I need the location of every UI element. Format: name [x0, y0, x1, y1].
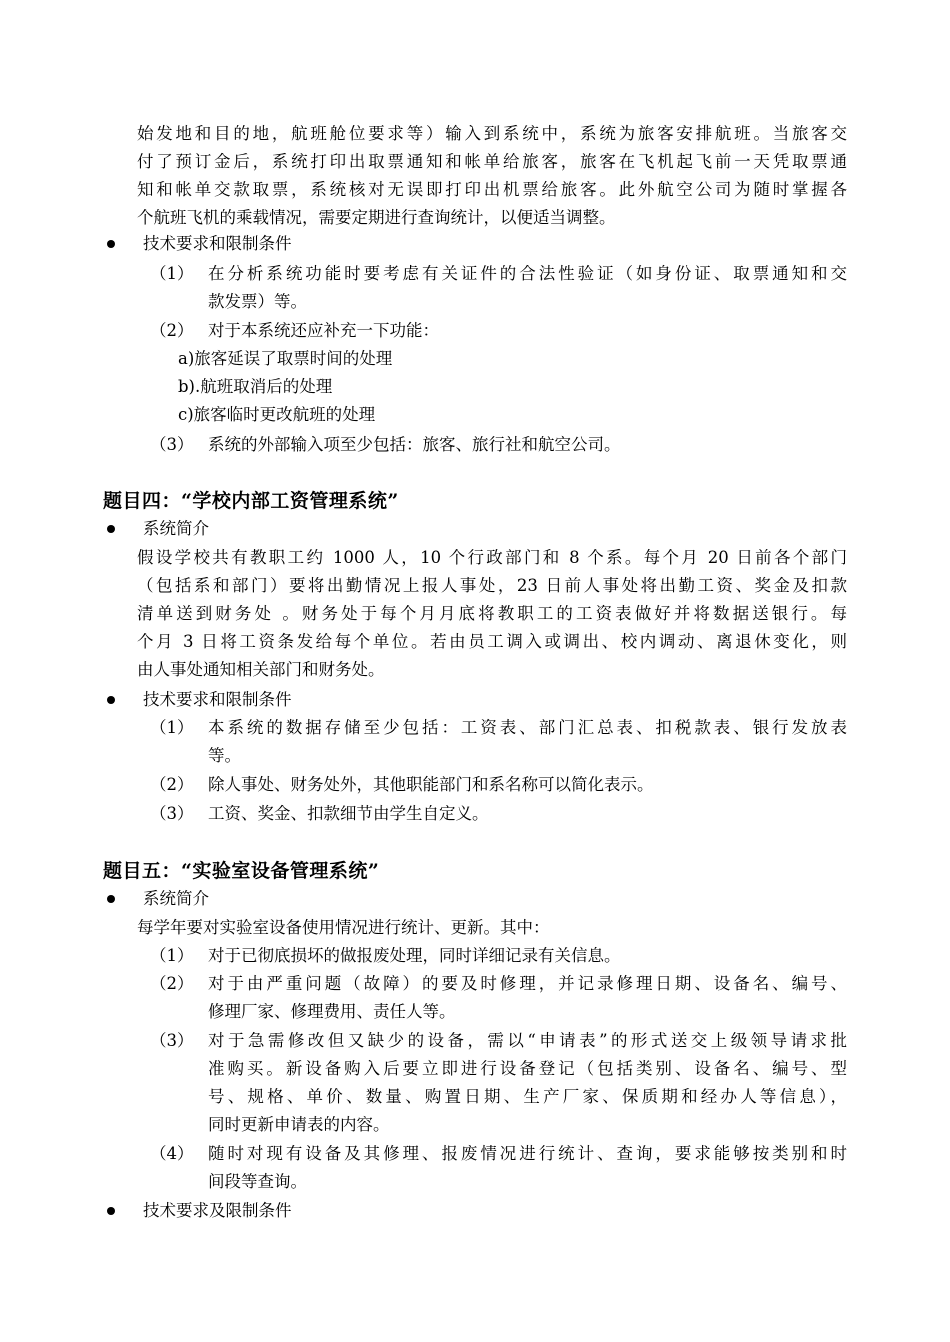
bullet-icon [107, 696, 115, 704]
s4-intro-line-2: （包括系和部门）要将出勤情况上报人事处，23 日前人事处将出勤工资、奖金及扣款 [137, 576, 847, 595]
s4-heading: 题目四：“学校内部工资管理系统” [103, 490, 399, 512]
s4-intro-title: 系统简介 [143, 519, 209, 538]
s5-item-4-line-1: 随时对现有设备及其修理、报废情况进行统计、查询，要求能够按类别和时 [208, 1144, 847, 1163]
s4-item-1-line-1: 本系统的数据存储至少包括：工资表、部门汇总表、扣税款表、银行发放表 [208, 718, 847, 737]
intro-line-4: 个航班飞机的乘载情况，需要定期进行查询统计，以便适当调整。 [137, 208, 616, 227]
s4-item-3-text: 工资、奖金、扣款细节由学生自定义。 [208, 804, 489, 823]
bullet-icon [107, 1207, 115, 1215]
s3-sub-b: b).航班取消后的处理 [178, 377, 333, 396]
s5-item-2-line-2: 修理厂家、修理费用、责任人等。 [208, 1002, 456, 1021]
s3-item-2-text: 对于本系统还应补充一下功能： [208, 321, 439, 340]
s3-tech-title: 技术要求和限制条件 [143, 234, 292, 253]
s5-item-3-line-2: 准购买。新设备购入后要立即进行设备登记（包括类别、设备名、编号、型 [208, 1059, 847, 1078]
s4-item-1-line-2: 等。 [208, 746, 241, 765]
s5-item-2-number: （2） [150, 974, 194, 993]
s3-sub-a: a)旅客延误了取票时间的处理 [178, 349, 393, 368]
s3-item-1-line-2: 款发票）等。 [208, 292, 307, 311]
s3-item-1-number: （1） [150, 264, 194, 283]
s4-tech-title: 技术要求和限制条件 [143, 690, 292, 709]
s5-item-3-line-1: 对于急需修改但又缺少的设备，需以“申请表”的形式送交上级领导请求批 [208, 1031, 847, 1050]
s4-intro-line-4: 个月 3 日将工资条发给每个单位。若由员工调入或调出、校内调动、离退休变化，则 [137, 632, 847, 651]
intro-line-3: 知和帐单交款取票，系统核对无误即打印出机票给旅客。此外航空公司为随时掌握各 [137, 180, 847, 199]
s3-sub-c: c)旅客临时更改航班的处理 [178, 405, 376, 424]
s5-item-4-number: （4） [150, 1144, 194, 1163]
s5-item-4-line-2: 间段等查询。 [208, 1172, 307, 1191]
intro-line-1: 始发地和目的地，航班舱位要求等）输入到系统中，系统为旅客安排航班。当旅客交 [137, 124, 847, 143]
s5-item-1-text: 对于已彻底损坏的做报废处理，同时详细记录有关信息。 [208, 946, 621, 965]
s5-item-2-line-1: 对于由严重问题（故障）的要及时修理，并记录修理日期、设备名、编号、 [208, 974, 847, 993]
s3-item-2-number: （2） [150, 321, 194, 340]
s5-item-3-line-4: 同时更新申请表的内容。 [208, 1115, 390, 1134]
s4-intro-line-5: 由人事处通知相关部门和财务处。 [137, 660, 385, 679]
s3-item-3-text: 系统的外部输入项至少包括：旅客、旅行社和航空公司。 [208, 435, 621, 454]
s3-item-1-line-1: 在分析系统功能时要考虑有关证件的合法性验证（如身份证、取票通知和交 [208, 264, 847, 283]
s4-item-2-number: （2） [150, 775, 194, 794]
intro-line-2: 付了预订金后，系统打印出取票通知和帐单给旅客，旅客在飞机起飞前一天凭取票通 [137, 152, 847, 171]
s3-item-3-number: （3） [150, 435, 194, 454]
s4-item-1-number: （1） [150, 718, 194, 737]
s5-item-3-number: （3） [150, 1031, 194, 1050]
s4-item-2-text: 除人事处、财务处外，其他职能部门和系名称可以简化表示。 [208, 775, 654, 794]
bullet-icon [107, 240, 115, 248]
s5-intro-text: 每学年要对实验室设备使用情况进行统计、更新。其中： [137, 918, 550, 937]
s5-item-3-line-3: 号、规格、单价、数量、购置日期、生产厂家、保质期和经办人等信息）， [208, 1087, 847, 1106]
s5-item-1-number: （1） [150, 946, 194, 965]
bullet-icon [107, 895, 115, 903]
s4-item-3-number: （3） [150, 804, 194, 823]
bullet-icon [107, 525, 115, 533]
s4-intro-line-1: 假设学校共有教职工约 1000 人，10 个行政部门和 8 个系。每个月 20 日前各个部门 [137, 548, 847, 567]
s5-intro-title: 系统简介 [143, 889, 209, 908]
s4-intro-line-3: 清单送到财务处 。财务处于每个月月底将教职工的工资表做好并将数据送银行。每 [137, 604, 847, 623]
s5-tech-title: 技术要求及限制条件 [143, 1201, 292, 1220]
s5-heading: 题目五：“实验室设备管理系统” [103, 860, 380, 882]
